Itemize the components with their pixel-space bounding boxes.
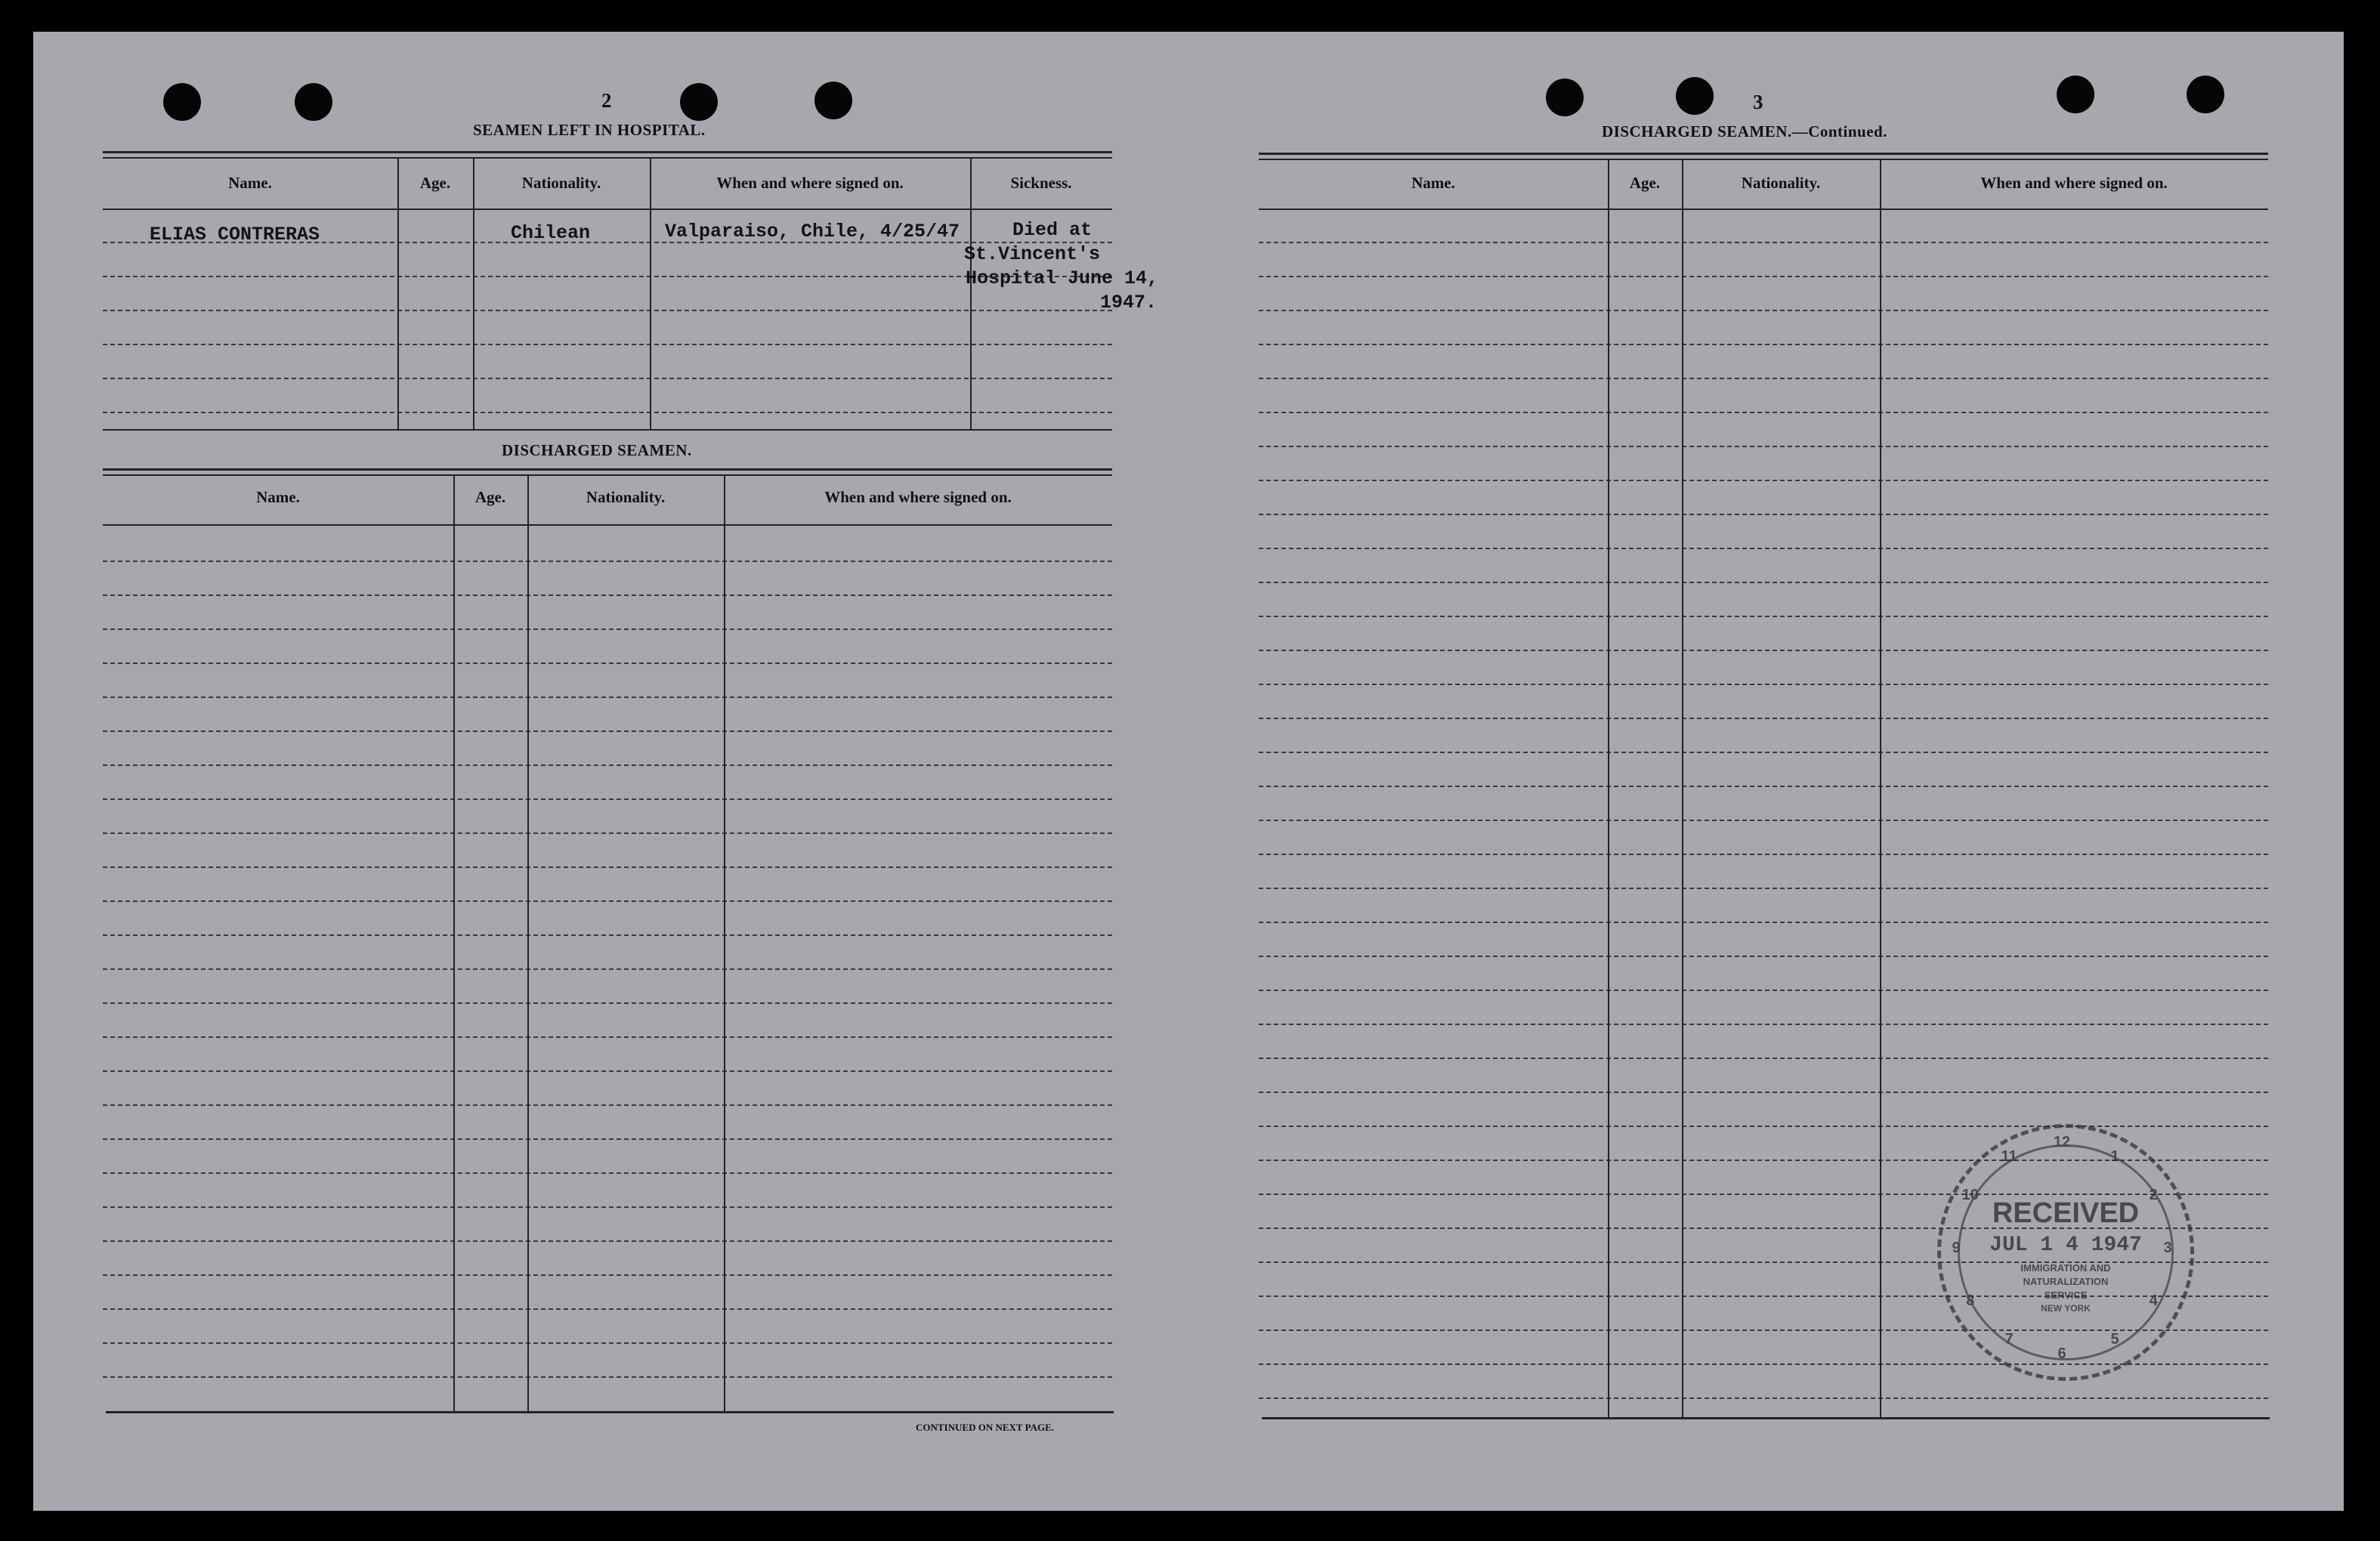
- ledger-row-line: [1259, 1397, 2268, 1399]
- punch-hole: [2187, 76, 2224, 113]
- punch-hole: [295, 83, 332, 121]
- sickness-line: Hospital June 14,: [966, 267, 1159, 289]
- punch-hole: [1546, 79, 1584, 116]
- ledger-row-line: [103, 594, 1112, 596]
- ledger-row-line: [1259, 684, 2268, 685]
- stamp-line: IMMIGRATION AND: [2020, 1262, 2111, 1274]
- stamp-ring-number: 2: [2149, 1187, 2158, 1203]
- ledger-row-line: [103, 1104, 1112, 1106]
- column-header-age: Age.: [1629, 174, 1661, 192]
- column-divider: [397, 159, 399, 429]
- ledger-row-line: [1259, 378, 2268, 379]
- column-divider: [970, 159, 972, 429]
- column-divider: [1880, 160, 1881, 1417]
- table-bottom-rule: [1262, 1417, 2270, 1419]
- ledger-row-line: [1259, 1092, 2268, 1093]
- stamp-received: RECEIVED: [1992, 1197, 2140, 1229]
- stamp-ring-number: 11: [2001, 1147, 2017, 1165]
- ledger-row-line: [1259, 922, 2268, 923]
- ledger-row-line: [1259, 344, 2268, 345]
- ledger-row-line: [103, 968, 1112, 970]
- seaman-name: ELIAS CONTRERAS: [150, 224, 320, 246]
- ledger-row-line: [1259, 310, 2268, 311]
- column-header-name: Name.: [228, 174, 272, 192]
- ledger-row-line: [103, 1070, 1112, 1072]
- ledger-row-line: [103, 1376, 1112, 1378]
- ledger-row-line: [1259, 616, 2268, 617]
- ledger-row-line: [103, 1342, 1112, 1344]
- punch-hole: [814, 82, 852, 119]
- ledger-row-line: [103, 1138, 1112, 1140]
- double-rule: [103, 151, 1112, 153]
- ledger-row-line: [1259, 1058, 2268, 1059]
- stamp-ring-number: 3: [2163, 1240, 2172, 1256]
- ledger-row-line: [1259, 446, 2268, 447]
- column-divider: [527, 476, 529, 1411]
- column-divider: [1608, 160, 1609, 1417]
- ledger-row-line: [103, 1308, 1112, 1310]
- stamp-line: SERVICE: [2044, 1289, 2088, 1301]
- ledger-row-line: [103, 900, 1112, 902]
- stamp-line: NATURALIZATION: [2023, 1276, 2109, 1287]
- ledger-row-line: [103, 1172, 1112, 1174]
- stamp-ring-number: 1: [2110, 1147, 2119, 1165]
- stamp-line: NEW YORK: [2041, 1303, 2091, 1314]
- column-header-name: Name.: [1411, 174, 1455, 192]
- right-page-number: 3: [1753, 91, 1763, 113]
- stamp-ring-number: 6: [2057, 1345, 2066, 1362]
- stamp-date: JUL 1 4 1947: [1989, 1234, 2142, 1257]
- ledger-row-line: [103, 832, 1112, 834]
- left-page-number: 2: [601, 89, 612, 112]
- ledger-row-line: [103, 798, 1112, 800]
- double-rule: [1259, 153, 2268, 155]
- column-header-nationality: Nationality.: [521, 174, 601, 192]
- column-divider: [453, 476, 455, 1411]
- ledger-row-line: [1259, 480, 2268, 481]
- column-header-nationality: Nationality.: [1741, 174, 1821, 192]
- seaman-nationality: Chilean: [511, 222, 591, 244]
- sickness-line: St.Vincent's: [964, 243, 1101, 265]
- ledger-row-line: [103, 764, 1112, 766]
- right-section-title: DISCHARGED SEAMEN.—Continued.: [1602, 122, 1887, 141]
- continued-note: CONTINUED ON NEXT PAGE.: [916, 1422, 1054, 1433]
- ledger-row-line: [1259, 1024, 2268, 1025]
- stamp-ring-number: 7: [2004, 1331, 2014, 1348]
- column-header-sickness: Sickness.: [1010, 174, 1072, 192]
- ledger-row-line: [103, 378, 1112, 379]
- sickness-line: Died at: [1012, 219, 1093, 241]
- ledger-row-line: [1259, 956, 2268, 957]
- ledger-row-line: [1259, 854, 2268, 855]
- seaman-signed-on: Valparaiso, Chile, 4/25/47: [665, 221, 960, 242]
- ledger-row-line: [103, 662, 1112, 664]
- column-header-signed-on: When and where signed on.: [1980, 174, 2168, 192]
- punch-hole: [2057, 76, 2094, 113]
- ledger-row-line: [1259, 752, 2268, 753]
- ledger-row-line: [1259, 514, 2268, 515]
- ledger-row-line: [103, 1206, 1112, 1208]
- double-rule: [103, 468, 1112, 471]
- column-header-age: Age.: [474, 488, 506, 506]
- discharged-section-title: DISCHARGED SEAMEN.: [502, 441, 692, 459]
- column-header-signed-on: When and where signed on.: [716, 174, 904, 192]
- stamp-ring-number: 5: [2110, 1331, 2119, 1348]
- punch-hole: [1676, 77, 1714, 115]
- column-header-signed-on: When and where signed on.: [824, 488, 1012, 506]
- header-underline: [103, 524, 1112, 526]
- ledger-row-line: [103, 628, 1112, 630]
- punch-hole: [163, 83, 201, 121]
- ledger-row-line: [103, 1002, 1112, 1004]
- header-underline: [103, 208, 1112, 210]
- column-divider: [650, 159, 651, 429]
- double-rule: [103, 474, 1112, 476]
- ledger-row-line: [103, 344, 1112, 345]
- table-bottom-rule: [106, 1411, 1114, 1413]
- ledger-row-line: [103, 730, 1112, 732]
- ledger-row-line: [1259, 990, 2268, 991]
- sickness-line: 1947.: [1100, 292, 1158, 313]
- column-header-nationality: Nationality.: [586, 488, 666, 506]
- stamp-ring-number: 8: [1966, 1292, 1975, 1309]
- ledger-row-line: [103, 1036, 1112, 1038]
- section-bottom-rule: [103, 429, 1112, 431]
- ledger-row-line: [103, 866, 1112, 868]
- double-rule: [1259, 159, 2268, 160]
- header-underline: [1259, 208, 2268, 210]
- ledger-row-line: [1259, 412, 2268, 413]
- column-divider: [1682, 160, 1683, 1417]
- ledger-row-line: [1259, 276, 2268, 277]
- ledger-row-line: [1259, 718, 2268, 719]
- ledger-row-line: [1259, 786, 2268, 787]
- stamp-ring-number: 12: [2053, 1134, 2071, 1150]
- ledger-row-line: [103, 310, 1112, 311]
- column-header-name: Name.: [256, 488, 300, 506]
- hospital-section-title: SEAMEN LEFT IN HOSPITAL.: [473, 121, 706, 139]
- column-header-age: Age.: [419, 174, 451, 192]
- ledger-row-line: [103, 934, 1112, 936]
- ledger-row-line: [103, 412, 1112, 413]
- ledger-row-line: [1259, 1126, 2268, 1127]
- ledger-row-line: [103, 1274, 1112, 1276]
- ledger-row-line: [1259, 242, 2268, 243]
- ledger-row-line: [103, 561, 1112, 562]
- ledger-row-line: [103, 276, 1112, 277]
- ledger-row-line: [1259, 548, 2268, 549]
- ledger-row-line: [1259, 888, 2268, 889]
- punch-hole: [680, 83, 718, 121]
- ledger-row-line: [1259, 650, 2268, 651]
- ledger-row-line: [103, 696, 1112, 698]
- ledger-row-line: [103, 1240, 1112, 1242]
- ledger-row-line: [1259, 582, 2268, 583]
- stamp-ring-number: 10: [1961, 1187, 1979, 1203]
- received-stamp: [1937, 1124, 2194, 1381]
- ledger-row-line: [1259, 820, 2268, 821]
- stamp-ring-number: 9: [1952, 1240, 1961, 1256]
- column-divider: [724, 476, 725, 1411]
- double-rule: [103, 157, 1112, 159]
- stamp-ring-number: 4: [2149, 1292, 2158, 1309]
- column-divider: [473, 159, 474, 429]
